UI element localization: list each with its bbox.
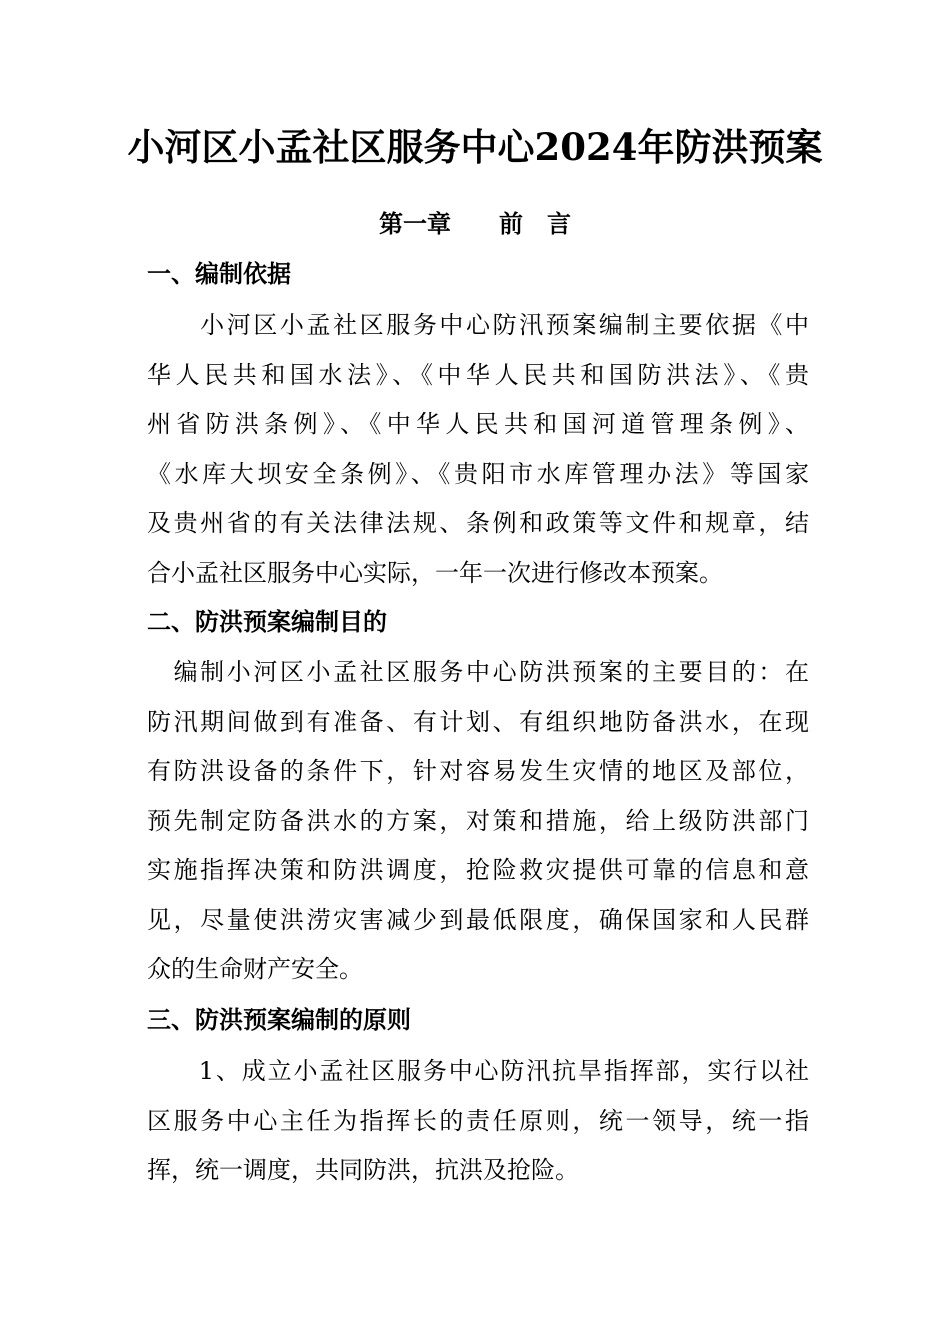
- paragraph-line: 小河区小孟社区服务中心防汛预案编制主要依据《中: [147, 311, 809, 339]
- paragraph-line: 州省防洪条例》、《中华人民共和国河道管理条例》、: [147, 410, 809, 438]
- paragraph-line: 华人民共和国水法》、《中华人民共和国防洪法》、《贵: [147, 360, 809, 389]
- paragraph-line: 挥，统一调度，共同防洪，抗洪及抢险。: [147, 1156, 579, 1184]
- paragraph-line: 实施指挥决策和防洪调度，抢险救灾提供可靠的信息和意: [147, 856, 809, 884]
- paragraph-line: 防汛期间做到有准备、有计划、有组织地防备洪水，在现: [147, 707, 809, 736]
- paragraph-line: 见，尽量使洪涝灾害减少到最低限度，确保国家和人民群: [147, 905, 809, 934]
- document-title: 小河区小孟社区服务中心2024年防洪预案: [127, 125, 823, 169]
- paragraph-line: 预先制定防备洪水的方案，对策和措施，给上级防洪部门: [147, 806, 809, 835]
- paragraph-line: 有防洪设备的条件下，针对容易发生灾情的地区及部位，: [147, 757, 809, 785]
- section-heading-1: 一、编制依据: [147, 260, 291, 288]
- chapter-heading: 第一章 前 言: [379, 210, 571, 238]
- paragraph-line: 合小孟社区服务中心实际，一年一次进行修改本预案。: [147, 558, 723, 587]
- section-paragraph-3: [147, 1047, 809, 1196]
- paragraph-line: 编制小河区小孟社区服务中心防洪预案的主要目的：在: [147, 658, 809, 686]
- section-heading-3: 三、防洪预案编制的原则: [147, 1006, 411, 1034]
- section-paragraph-1: [147, 301, 809, 598]
- paragraph-line: 区服务中心主任为指挥长的责任原则，统一领导，统一指: [147, 1106, 809, 1135]
- paragraph-line: 及贵州省的有关法律法规、条例和政策等文件和规章，结: [147, 509, 809, 537]
- paragraph-line: 《水库大坝安全条例》、《贵阳市水库管理办法》等国家: [147, 459, 809, 488]
- section-heading-2: 二、防洪预案编制目的: [147, 608, 387, 636]
- paragraph-line: 1、成立小孟社区服务中心防汛抗旱指挥部，实行以社: [147, 1057, 809, 1085]
- section-paragraph-2: [147, 648, 809, 995]
- paragraph-line: 众的生命财产安全。: [147, 955, 363, 983]
